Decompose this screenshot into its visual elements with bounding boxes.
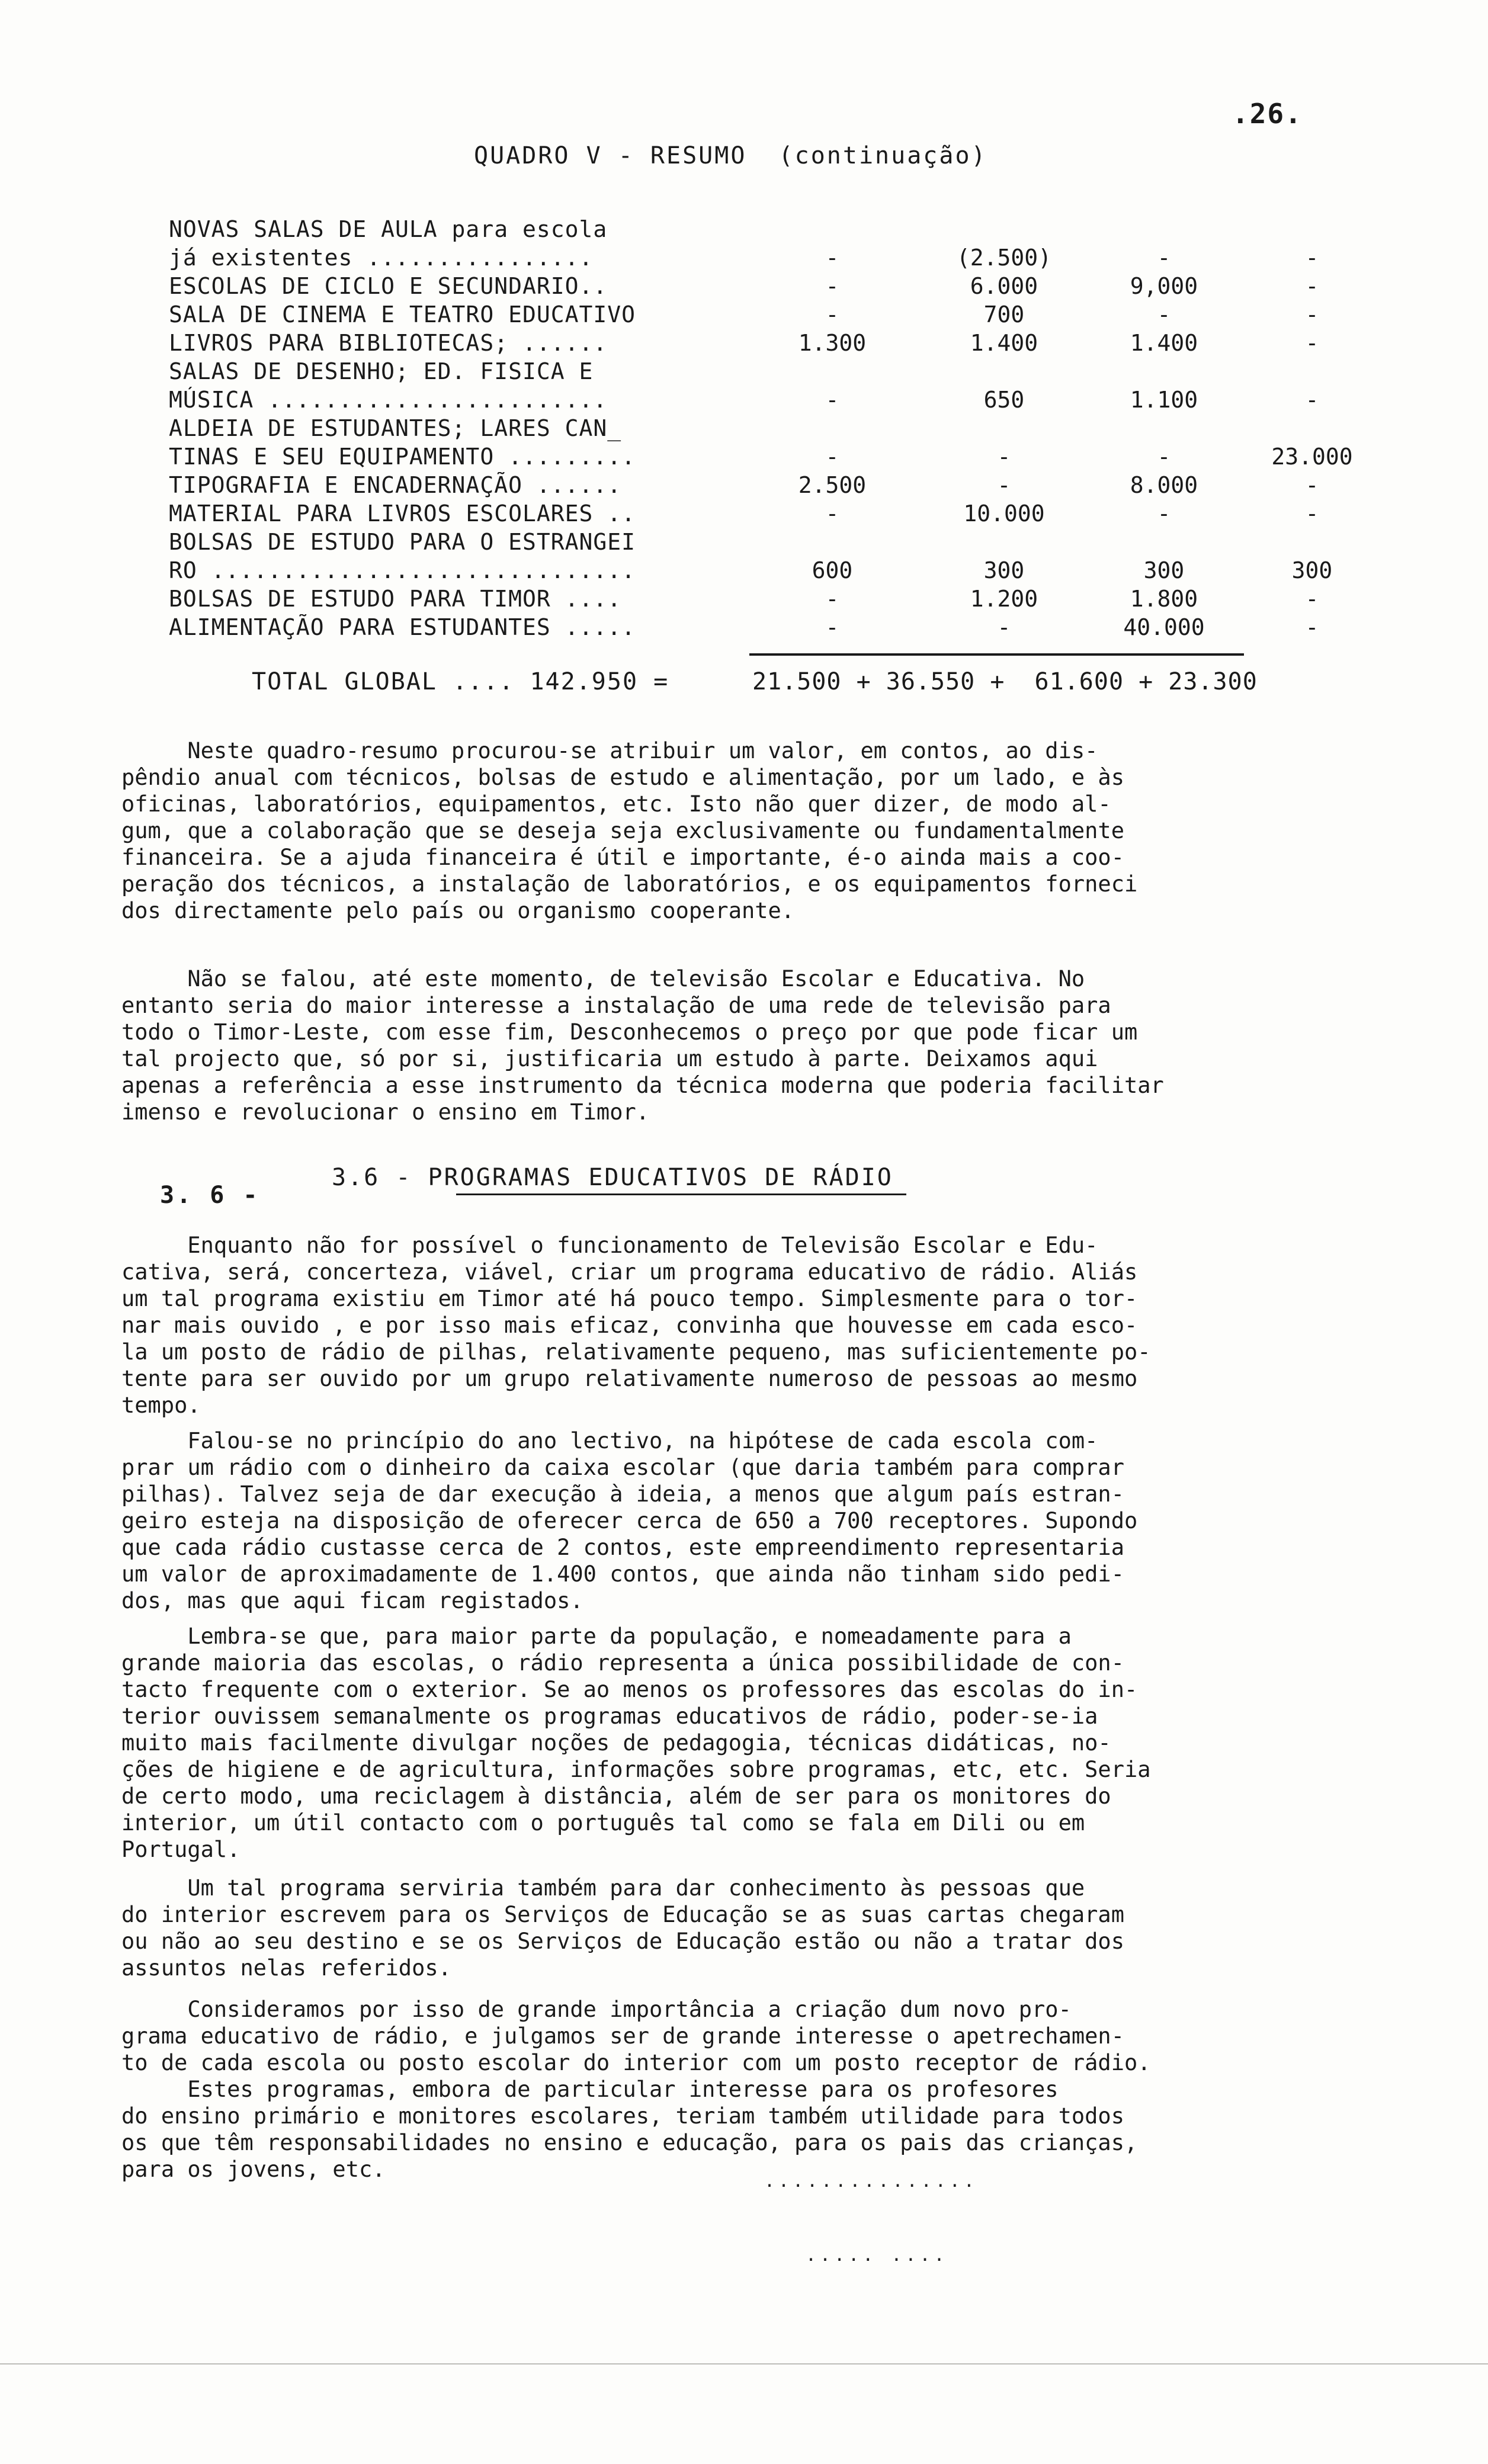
- text-line: pilhas). Talvez seja de dar execução à ideia, a menos que algum país estran-: [121, 1481, 1124, 1507]
- paragraph: [121, 737, 1371, 924]
- row-value-col3: 40.000: [1123, 614, 1205, 640]
- text-line: ções de higiene e de agricultura, informações sobre programas, etc, etc. Seria: [121, 1757, 1151, 1782]
- text-line: Estes programas, embora de particular interesse para os profesores: [121, 2077, 1059, 2102]
- row-value-col1: -: [825, 273, 839, 299]
- text-line: dos directamente pelo país ou organismo cooperante.: [121, 898, 795, 923]
- table-row: [169, 245, 1330, 273]
- row-value-col3: 300: [1143, 557, 1185, 583]
- row-value-col1: -: [825, 444, 839, 470]
- row-value-col4: -: [1305, 586, 1319, 612]
- row-label: ESCOLAS DE CICLO E SECUNDARIO..: [169, 273, 608, 299]
- text-line: terior ouvissem semanalmente os programas educativos de rádio, poder-se-ia: [121, 1703, 1098, 1729]
- text-line: Não se falou, até este momento, de televisão Escolar e Educativa. No: [121, 966, 1085, 992]
- text-line: interior, um útil contacto com o português tal como se fala em Dili ou em: [121, 1810, 1085, 1836]
- text-line: um tal programa existiu em Timor até há pouco tempo. Simplesmente para o tor-: [121, 1286, 1138, 1311]
- row-label: MATERIAL PARA LIVROS ESCOLARES ..: [169, 500, 636, 527]
- text-line: Falou-se no princípio do ano lectivo, na hipótese de cada escola com-: [121, 1428, 1098, 1454]
- text-line: assuntos nelas referidos.: [121, 1955, 451, 1981]
- row-value-col2: -: [997, 444, 1011, 470]
- row-value-col2: 650: [983, 387, 1025, 413]
- table-row: [169, 216, 1330, 245]
- end-dots: ..... ....: [806, 2245, 948, 2266]
- paragraph: [121, 1427, 1371, 1614]
- text-line: do ensino primário e monitores escolares, teriam também utilidade para todos: [121, 2103, 1124, 2129]
- row-value-col3: -: [1157, 301, 1171, 328]
- text-line: cativa, será, concerteza, viável, criar um programa educativo de rádio. Aliás: [121, 1259, 1138, 1285]
- row-label: SALAS DE DESENHO; ED. FISICA E: [169, 358, 594, 384]
- table-row: [169, 330, 1330, 358]
- row-value-col4: 300: [1291, 557, 1333, 583]
- row-value-col3: 9,000: [1130, 273, 1198, 299]
- text-line: que cada rádio custasse cerca de 2 contos, este empreendimento representaria: [121, 1535, 1124, 1560]
- row-value-col2: -: [997, 614, 1011, 640]
- table-row: [169, 301, 1330, 330]
- table-row: [169, 557, 1333, 586]
- row-value-col1: -: [825, 586, 839, 612]
- text-line: Neste quadro-resumo procurou-se atribuir um valor, em contos, ao dis-: [121, 738, 1098, 763]
- text-line: Um tal programa serviria também para dar conhecimento às pessoas que: [121, 1875, 1085, 1901]
- row-label: NOVAS SALAS DE AULA para escola: [169, 216, 608, 242]
- row-value-col4: 23.000: [1271, 444, 1353, 470]
- text-line: ou não ao seu destino e se os Serviços de Educação estão ou não a tratar dos: [121, 1929, 1124, 1954]
- table-row: [169, 529, 1330, 557]
- row-value-col4: -: [1305, 330, 1319, 356]
- row-value-col4: -: [1305, 614, 1319, 640]
- text-line: grama educativo de rádio, e julgamos ser de grande interesse o apetrechamen-: [121, 2023, 1124, 2049]
- row-value-col4: -: [1305, 500, 1319, 527]
- text-line: tempo.: [121, 1393, 201, 1418]
- row-label: BOLSAS DE ESTUDO PARA TIMOR ....: [169, 586, 622, 612]
- row-label: ALDEIA DE ESTUDANTES; LARES CAN_: [169, 415, 622, 441]
- total-sum: 21.500 + 36.550 + 61.600 + 23.300: [752, 668, 1258, 695]
- row-label: LIVROS PARA BIBLIOTECAS; ......: [169, 330, 608, 356]
- table-row: [169, 358, 1330, 387]
- text-line: geiro esteja na disposição de oferecer cerca de 650 a 700 receptores. Supondo: [121, 1508, 1138, 1533]
- section-title: 3.6 - PROGRAMAS EDUCATIVOS DE RÁDIO: [332, 1164, 893, 1191]
- row-label: SALA DE CINEMA E TEATRO EDUCATIVO: [169, 301, 636, 328]
- row-value-col2: 700: [983, 301, 1025, 328]
- row-value-col2: 1.200: [970, 586, 1038, 612]
- row-value-col4: -: [1305, 301, 1319, 328]
- dotted-filler: ...............: [764, 2171, 978, 2192]
- paragraph: [121, 965, 1371, 1125]
- paragraph: [121, 1996, 1371, 2183]
- row-value-col3: -: [1157, 245, 1171, 271]
- row-value-col2: (2.500): [956, 245, 1052, 271]
- total-rule: [749, 653, 1244, 656]
- row-value-col3: 8.000: [1130, 472, 1198, 498]
- row-value-col4: -: [1305, 245, 1319, 271]
- text-line: dos, mas que aqui ficam registados.: [121, 1588, 583, 1613]
- table-title: QUADRO V - RESUMO (continuação): [474, 142, 987, 169]
- row-value-col3: 1.400: [1130, 330, 1198, 356]
- row-value-col4: -: [1305, 472, 1319, 498]
- table-row: [169, 472, 1330, 500]
- section-number: 3. 6 -: [160, 1182, 260, 1209]
- row-value-col1: 1.300: [798, 330, 867, 356]
- text-line: Portugal.: [121, 1837, 240, 1862]
- table-row: [169, 273, 1330, 301]
- text-line: os que têm responsabilidades no ensino e educação, para os pais das crianças,: [121, 2130, 1138, 2155]
- text-line: peração dos técnicos, a instalação de laboratórios, e os equipamentos forneci: [121, 871, 1138, 897]
- text-line: muito mais facilmente divulgar noções de pedagogia, técnicas didáticas, no-: [121, 1730, 1111, 1756]
- page-number: .26.: [1232, 98, 1303, 130]
- text-line: do interior escrevem para os Serviços de Educação se as suas cartas chegaram: [121, 1902, 1124, 1927]
- text-line: pêndio anual com técnicos, bolsas de estudo e alimentação, por um lado, e às: [121, 765, 1124, 790]
- row-label: ALIMENTAÇÃO PARA ESTUDANTES .....: [169, 614, 636, 640]
- text-line: Enquanto não for possível o funcionamento de Televisão Escolar e Edu-: [121, 1233, 1098, 1258]
- text-line: gum, que a colaboração que se deseja seja exclusivamente ou fundamentalmente: [121, 818, 1124, 843]
- row-value-col3: -: [1157, 444, 1171, 470]
- text-line: la um posto de rádio de pilhas, relativamente pequeno, mas suficientemente po-: [121, 1339, 1151, 1365]
- text-line: to de cada escola ou posto escolar do interior com um posto receptor de rádio.: [121, 2050, 1151, 2075]
- paragraph: [121, 1875, 1371, 1981]
- summary-table: [169, 216, 1353, 643]
- section-title-underline: [456, 1194, 906, 1195]
- text-line: para os jovens, etc.: [121, 2157, 386, 2182]
- row-label: BOLSAS DE ESTUDO PARA O ESTRANGEI: [169, 529, 636, 555]
- table-row: [169, 500, 1330, 529]
- row-value-col2: -: [997, 472, 1011, 498]
- row-value-col1: -: [825, 614, 839, 640]
- row-value-col1: -: [825, 245, 839, 271]
- row-value-col4: -: [1305, 387, 1319, 413]
- row-value-col1: -: [825, 387, 839, 413]
- text-line: apenas a referência a esse instrumento da técnica moderna que poderia facilitar: [121, 1073, 1164, 1098]
- text-line: imenso e revolucionar o ensino em Timor.: [121, 1099, 650, 1125]
- row-value-col1: -: [825, 500, 839, 527]
- text-line: tente para ser ouvido por um grupo relativamente numeroso de pessoas ao mesmo: [121, 1366, 1138, 1391]
- total-label: TOTAL GLOBAL .... 142.950 =: [252, 668, 669, 695]
- row-value-col2: 300: [983, 557, 1025, 583]
- table-row: [169, 444, 1353, 472]
- paragraph: [121, 1623, 1371, 1863]
- row-value-col1: 2.500: [798, 472, 867, 498]
- row-label: TINAS E SEU EQUIPAMENTO .........: [169, 444, 636, 470]
- row-value-col1: 600: [812, 557, 853, 583]
- text-line: de certo modo, uma reciclagem à distância, além de ser para os monitores do: [121, 1783, 1111, 1809]
- text-line: tacto frequente com o exterior. Se ao menos os professores das escolas do in-: [121, 1677, 1138, 1702]
- text-line: um valor de aproximadamente de 1.400 contos, que ainda não tinham sido pedi-: [121, 1561, 1124, 1587]
- row-label: já existentes ................: [169, 245, 594, 271]
- row-value-col2: 1.400: [970, 330, 1038, 356]
- text-line: grande maioria das escolas, o rádio representa a única possibilidade de con-: [121, 1650, 1124, 1676]
- text-line: financeira. Se a ajuda financeira é útil e importante, é-o ainda mais a coo-: [121, 845, 1124, 870]
- text-line: nar mais ouvido , e por isso mais eficaz, convinha que houvesse em cada esco-: [121, 1313, 1138, 1338]
- row-value-col1: -: [825, 301, 839, 328]
- text-line: tal projecto que, só por si, justificaria um estudo à parte. Deixamos aqui: [121, 1046, 1098, 1071]
- text-line: todo o Timor-Leste, com esse fim, Desconhecemos o preço por que pode ficar um: [121, 1019, 1138, 1045]
- row-value-col3: 1.800: [1130, 586, 1198, 612]
- text-line: prar um rádio com o dinheiro da caixa escolar (que daria também para comprar: [121, 1455, 1124, 1480]
- text-line: entanto seria do maior interesse a instalação de uma rede de televisão para: [121, 993, 1111, 1018]
- row-value-col2: 6.000: [970, 273, 1038, 299]
- page-edge-line: [0, 2363, 1488, 2364]
- text-line: Lembra-se que, para maior parte da população, e nomeadamente para a: [121, 1624, 1072, 1649]
- row-label: TIPOGRAFIA E ENCADERNAÇÃO ......: [169, 472, 622, 498]
- row-value-col2: 10.000: [963, 500, 1045, 527]
- row-value-col3: 1.100: [1130, 387, 1198, 413]
- paragraph: [121, 1232, 1371, 1419]
- row-label: RO ..............................: [169, 557, 636, 583]
- table-row: [169, 586, 1330, 614]
- table-row: [169, 415, 1330, 444]
- row-value-col3: -: [1157, 500, 1171, 527]
- table-row: [169, 614, 1330, 643]
- text-line: oficinas, laboratórios, equipamentos, etc. Isto não quer dizer, de modo al-: [121, 791, 1111, 817]
- table-row: [169, 387, 1330, 415]
- row-value-col4: -: [1305, 273, 1319, 299]
- text-line: Consideramos por isso de grande importância a criação dum novo pro-: [121, 1997, 1072, 2022]
- row-label: MÚSICA ........................: [169, 387, 608, 413]
